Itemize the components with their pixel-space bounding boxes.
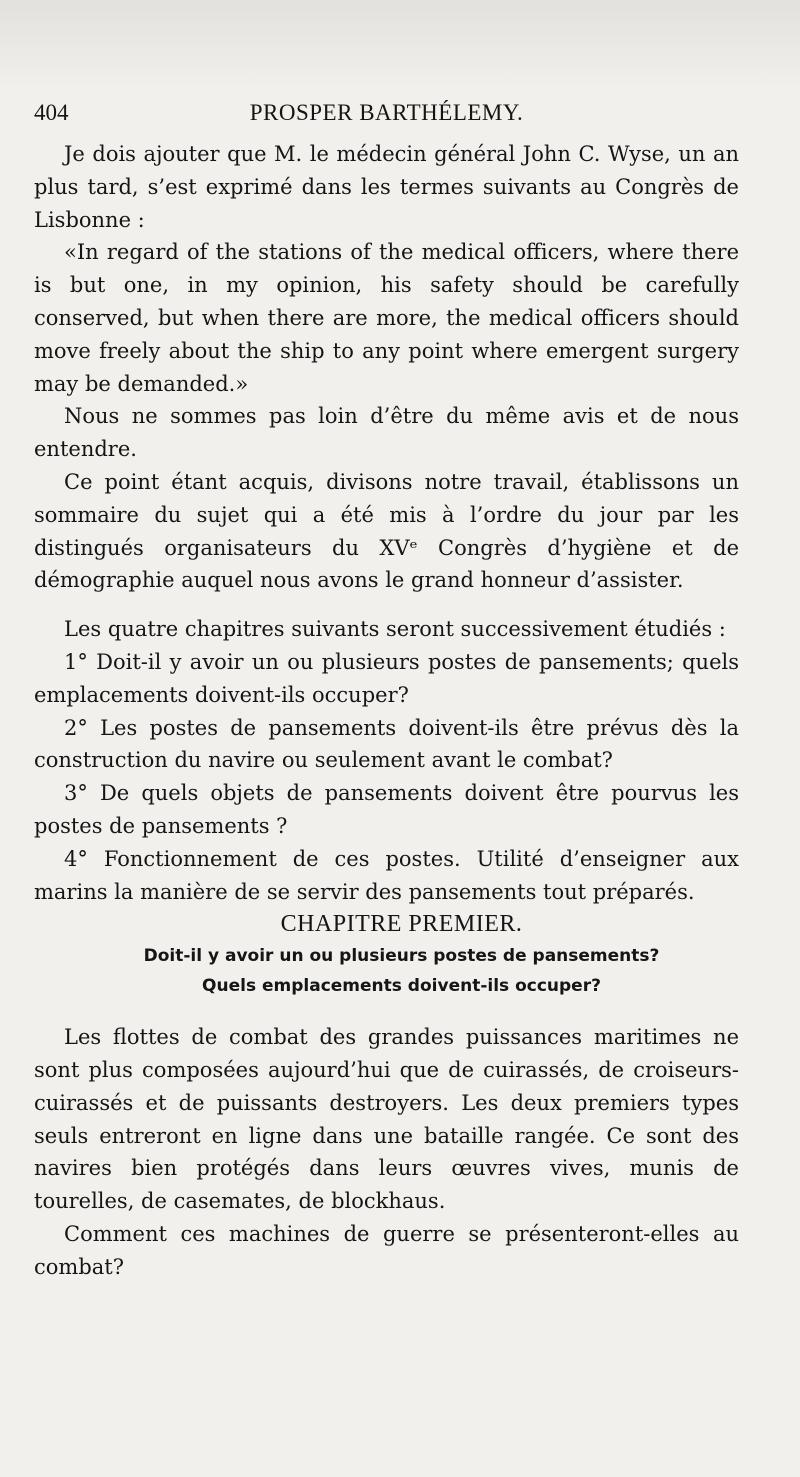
running-title: PROSPER BARTHÉLEMY. [249,100,524,125]
list-item-2: 2° Les postes de pansements doivent-ils être prévus dès la construction du navire ou seulement avant le combat? [34,715,739,773]
list-item-3: 3° De quels objets de pansements doivent être pourvus les postes de pansements ? [34,781,739,838]
chapter-title: CHAPITRE PREMIER. [280,911,523,938]
chapter-subtitle-line1: Doit-il y avoir un ou plusieurs postes de pansements? [143,946,660,967]
paragraph-fleets: Les flottes de combat des grandes puissances maritimes ne sont plus composées aujourd’hui que de cuirassés, de croiseurs-cuirassés et de puissants destroyers. Les deux premiers types seuls entreront en ligne dans une bataille rangée. Ce sont des navires bien protégés dans leurs œuvres vives, munis de tourelles, de casemates, de blockhaus. [34,1025,739,1214]
paragraph-question: Comment ces machines de guerre se présenteront-elles au combat? [34,1221,739,1279]
chapter-subtitle-line2: Quels emplacements doivent-ils occuper? [202,976,601,997]
paragraph-quote: «In regard of the stations of the medical officers, where there is but one, in my opinion, his safety should be carefully conserved, but when there are more, the medical officers should move freely about the ship to any point where emergent surgery may be demanded.» [34,240,739,396]
page-number: 404 [34,100,69,125]
paragraph-intro: Je dois ajouter que M. le médecin général John C. Wyse, un an plus tard, s’est exprimé dans les termes suivants au Congrès de Lisbonne : [34,142,739,232]
list-item-1: 1° Doit-il y avoir un ou plusieurs postes de pansements; quels emplacements doivent-ils occuper? [34,649,739,707]
paragraph-summary: Ce point étant acquis, divisons notre travail, établissons un sommaire du sujet qui a été mis à l’ordre du jour par les distingués organisateurs du XVᵉ Congrès d’hygiène et de démographie auquel nous avons le grand honneur d’assister. [34,469,739,593]
list-item-4: 4° Fonctionnement de ces postes. Utilité d’enseigner aux marins la manière de se servir des pansements tout préparés. [34,846,739,904]
spacer [34,597,739,613]
scan-shading [0,0,800,90]
page-body [34,138,739,1284]
spacer [34,1001,739,1021]
paragraph-chapters-intro: Les quatre chapitres suivants seront successivement étudiés : [64,617,726,642]
paragraph-agreement: Nous ne sommes pas loin d’être du même avis et de nous entendre. [34,404,739,462]
